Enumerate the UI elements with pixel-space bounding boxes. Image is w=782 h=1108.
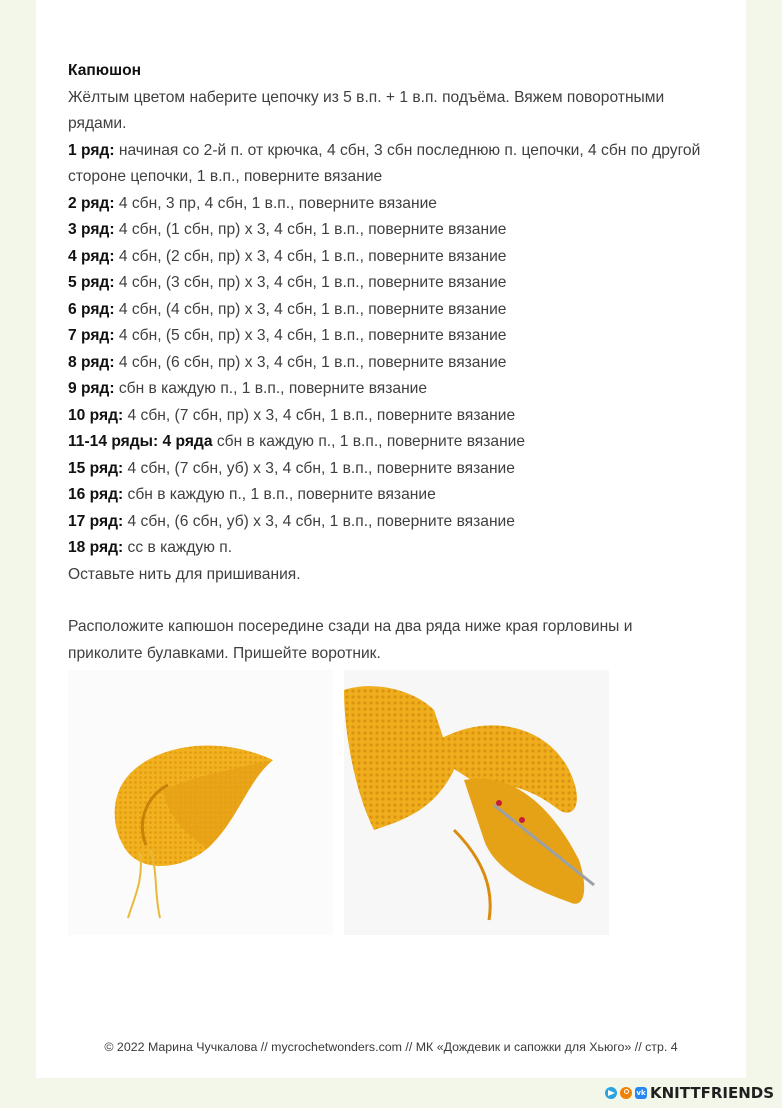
- row-text: сбн в каждую п., 1 в.п., поверните вязание: [114, 380, 428, 397]
- row-label: 18 ряд:: [68, 539, 124, 556]
- pattern-row: [68, 138, 708, 191]
- row-text: 4 сбн, (1 сбн, пр) х 3, 4 сбн, 1 в.п., поверните вязание: [114, 221, 507, 238]
- row-text: 4 сбн, 3 пр, 4 сбн, 1 в.п., поверните вязание: [114, 194, 437, 212]
- row-label: 3 ряд:: [68, 221, 115, 238]
- row-label: 1 ряд:: [68, 141, 115, 159]
- pattern-row: [68, 376, 708, 403]
- instruction-paragraph: Расположите капюшон посередине сзади на два ряда ниже края горловины и приколите булавками. Пришейте воротник.: [68, 618, 633, 662]
- row-text: 4 сбн, (5 сбн, пр) х 3, 4 сбн, 1 в.п., поверните вязание: [114, 327, 507, 344]
- row-label: 10 ряд:: [68, 406, 124, 424]
- photos: [68, 670, 609, 935]
- telegram-icon: [605, 1087, 617, 1099]
- row-text: 4 сбн, (3 сбн, пр) х 3, 4 сбн, 1 в.п., поверните вязание: [114, 274, 507, 291]
- row-label: 4 ряд:: [68, 247, 115, 265]
- row-label: 6 ряд:: [68, 300, 115, 318]
- brand-name: KNITTFRIENDS: [650, 1084, 774, 1102]
- row-label: 7 ряд:: [68, 327, 115, 344]
- closing-line: Оставьте нить для пришивания.: [68, 565, 301, 583]
- pattern-row: [68, 323, 708, 350]
- collar-photo: [344, 670, 609, 935]
- rows-list: [68, 138, 708, 562]
- pattern-row: [68, 350, 708, 377]
- row-label: 5 ряд:: [68, 274, 115, 291]
- vk-icon: vk: [636, 1089, 646, 1097]
- row-text: 4 сбн, (2 сбн, пр) х 3, 4 сбн, 1 в.п., поверните вязание: [114, 247, 507, 265]
- pattern-row: [68, 482, 708, 509]
- brand-watermark: [605, 1083, 774, 1103]
- pattern-row: [68, 535, 708, 562]
- row-label: 17 ряд:: [68, 512, 124, 530]
- row-text: 4 сбн, (7 сбн, пр) х 3, 4 сбн, 1 в.п., поверните вязание: [123, 406, 516, 424]
- row-text: сс в каждую п.: [123, 539, 233, 556]
- section-title: Капюшон: [68, 62, 142, 79]
- pattern-row: [68, 403, 708, 430]
- row-label: 15 ряд:: [68, 459, 124, 477]
- row-text: 4 сбн, (6 сбн, уб) х 3, 4 сбн, 1 в.п., поверните вязание: [123, 512, 515, 530]
- pattern-row: [68, 191, 708, 218]
- row-text: сбн в каждую п., 1 в.п., поверните вязание: [212, 433, 526, 450]
- row-text: 4 сбн, (6 сбн, пр) х 3, 4 сбн, 1 в.п., поверните вязание: [114, 353, 507, 371]
- row-label: 8 ряд:: [68, 353, 115, 371]
- row-text: сбн в каждую п., 1 в.п., поверните вязание: [123, 486, 436, 503]
- pattern-row: [68, 456, 708, 483]
- pattern-row: [68, 429, 708, 456]
- row-text: 4 сбн, (7 сбн, уб) х 3, 4 сбн, 1 в.п., поверните вязание: [123, 459, 515, 477]
- intro-paragraph: Жёлтым цветом наберите цепочку из 5 в.п. + 1 в.п. подъёма. Вяжем поворотными рядами.: [68, 88, 665, 132]
- row-label: 11-14 ряды: 4 ряда: [68, 433, 213, 450]
- pattern-row: [68, 270, 708, 297]
- row-label: 16 ряд:: [68, 486, 124, 503]
- pattern-text: [68, 58, 708, 667]
- hood-photo: [68, 670, 333, 935]
- pattern-row: [68, 217, 708, 244]
- odnoklassniki-icon: [620, 1087, 632, 1099]
- row-label: 2 ряд:: [68, 194, 115, 212]
- row-text: 4 сбн, (4 сбн, пр) х 3, 4 сбн, 1 в.п., поверните вязание: [114, 300, 507, 318]
- pattern-row: [68, 244, 708, 271]
- row-label: 9 ряд:: [68, 380, 115, 397]
- page-footer: © 2022 Марина Чучкалова // mycrochetwonders.com // МК «Дождевик и сапожки для Хьюго» // стр. 4: [104, 1040, 678, 1054]
- pattern-row: [68, 509, 708, 536]
- pattern-row: [68, 297, 708, 324]
- row-text: начиная со 2-й п. от крючка, 4 сбн, 3 сбн последнюю п. цепочки, 4 сбн по другой стороне цепочки, 1 в.п., поверните вязание: [68, 141, 701, 185]
